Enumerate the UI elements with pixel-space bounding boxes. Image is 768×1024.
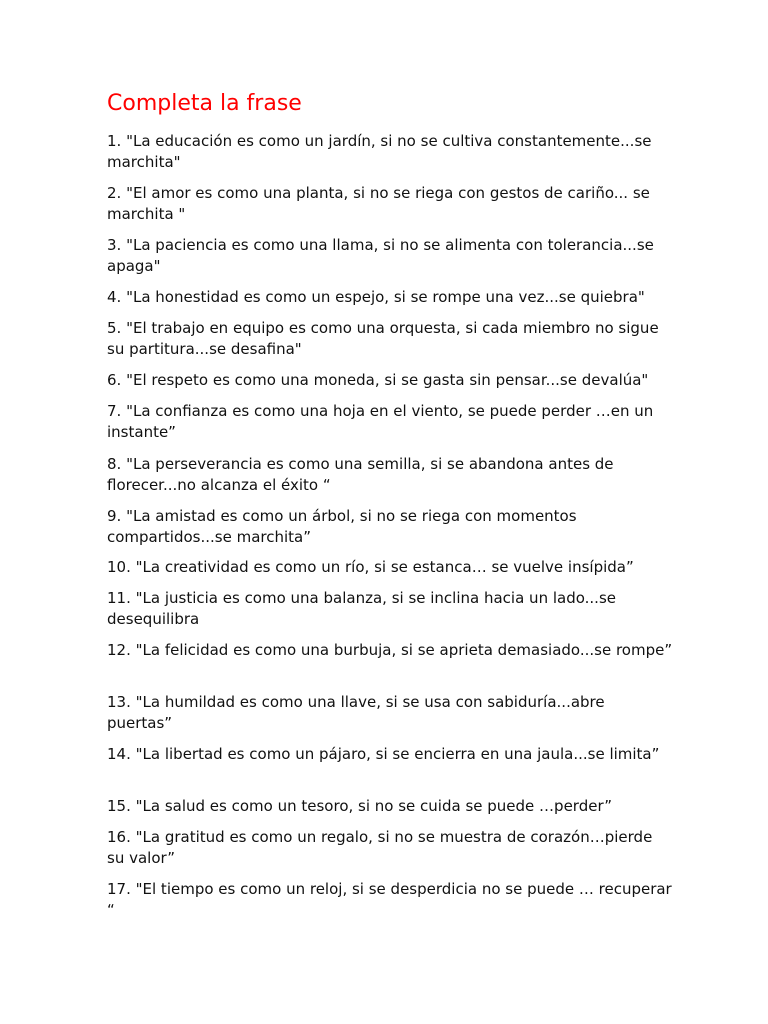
list-item: 14. "La libertad es como un pájaro, si se encierra en una jaula...se limita” [107,745,660,763]
list-item: 16. "La gratitud es como un regalo, si no se muestra de corazón…pierde su valor” [107,828,653,867]
list-item: 7. "La confianza es como una hoja en el viento, se puede perder …en un instante” [107,402,654,441]
list-item: 13. "La humildad es como una llave, si se usa con sabiduría...abre puertas” [107,693,605,732]
list-item: 6. "El respeto es como una moneda, si se gasta sin pensar...se devalúa" [107,371,649,389]
list-item: 8. "La perseverancia es como una semilla, si se abandona antes de florecer...no alcanza el éxito “ [107,455,614,494]
list-item: 11. "La justicia es como una balanza, si se inclina hacia un lado...se desequilibra [107,589,616,628]
list-item: 4. "La honestidad es como un espejo, si se rompe una vez...se quiebra" [107,288,645,306]
list-item: 10. "La creatividad es como un río, si se estanca… se vuelve insípida” [107,558,634,576]
list-item: 12. "La felicidad es como una burbuja, si se aprieta demasiado...se rompe” [107,641,673,659]
list-item: 9. "La amistad es como un árbol, si no se riega con momentos compartidos...se marchita” [107,507,577,546]
list-item: 3. "La paciencia es como una llama, si no se alimenta con tolerancia...se apaga" [107,236,654,275]
list-item: 17. "El tiempo es como un reloj, si se desperdicia no se puede … recuperar “ [107,880,672,919]
page-title: Completa la frase [107,91,302,116]
list-item: 1. "La educación es como un jardín, si no se cultiva constantemente...se marchita" [107,132,652,171]
list-item: 5. "El trabajo en equipo es como una orquesta, si cada miembro no sigue su partitura...se desafina" [107,319,659,358]
list-item: 15. "La salud es como un tesoro, si no se cuida se puede …perder” [107,797,613,815]
list-item: 2. "El amor es como una planta, si no se riega con gestos de cariño... se marchita " [107,184,650,223]
